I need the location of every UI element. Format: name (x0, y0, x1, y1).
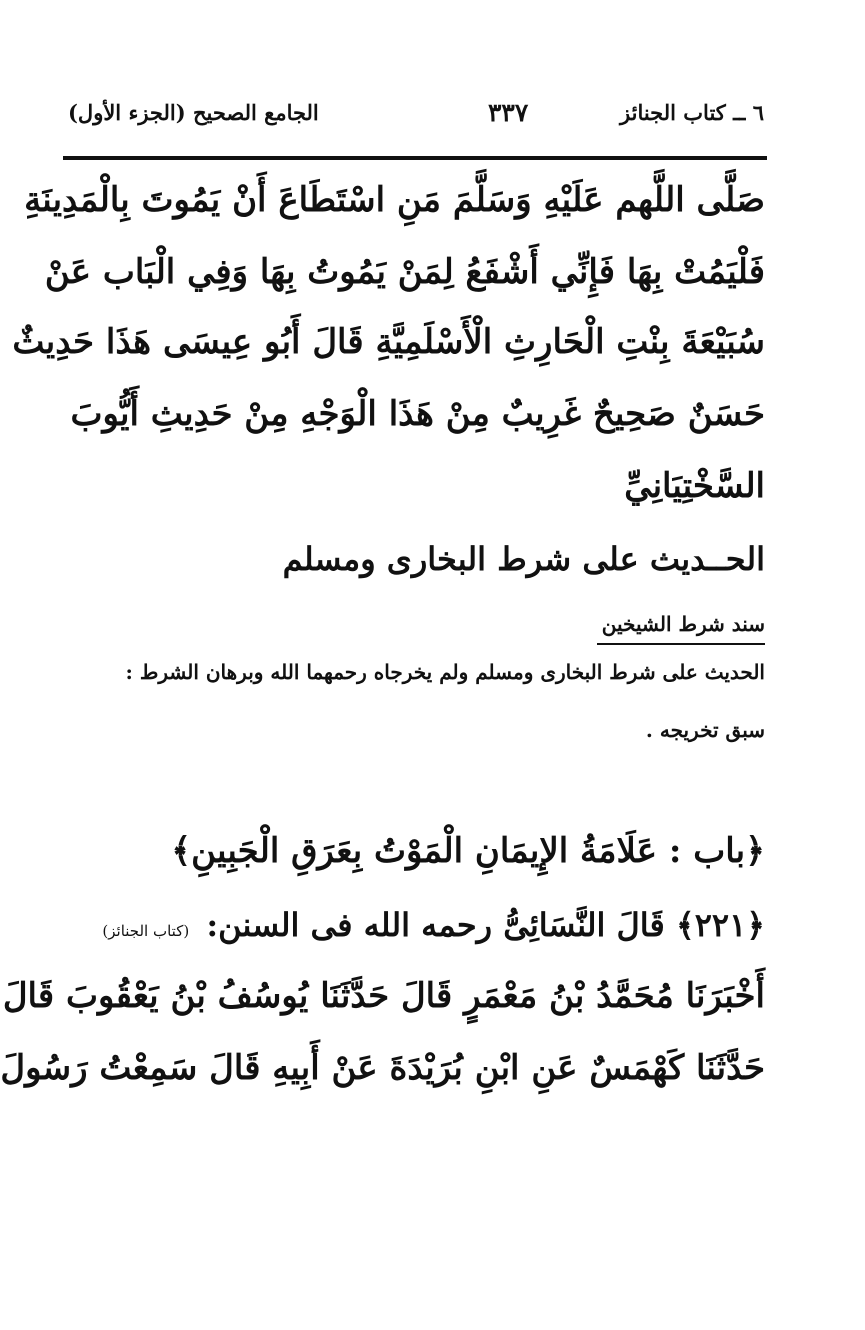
chapter-heading: ﴿باب : عَلَامَةُ الإِيمَانِ الْمَوْتُ بِعَرَقِ الْجَبِينِ﴾ (171, 831, 765, 871)
hadith-heading (102, 906, 765, 944)
hadith-line-2: حَدَّثَنَا كَهْمَسٌ عَنِ ابْنِ بُرَيْدَةَ عَنْ أَبِيهِ قَالَ سَمِعْتُ رَسُولَ (0, 1048, 765, 1088)
hadith-number-and-narrator: ﴿٢٢١﴾ قَالَ النَّسَائِىُّ رحمه الله فى السنن: (206, 906, 765, 944)
text-line-1: صَلَّى اللَّهم عَلَيْهِ وَسَلَّمَ مَنِ اسْتَطَاعَ أَنْ يَمُوتَ بِالْمَدِينَةِ (24, 180, 765, 220)
commentary-heading-underline (597, 643, 765, 645)
book-title: الجامع الصحيح (الجزء الأول) (68, 100, 319, 125)
commentary-heading: سند شرط الشيخين (601, 612, 765, 636)
commentary-line-1: الحديث على شرط البخارى ومسلم ولم يخرجاه رحمهما الله وبرهان الشرط : (125, 660, 765, 684)
text-line-3: سُبَيْعَةَ بِنْتِ الْحَارِثِ الْأَسْلَمِيَّةِ قَالَ أَبُو عِيسَى هَذَا حَدِيثٌ (12, 322, 765, 362)
text-line-5: السَّخْتِيَانِيِّ (624, 466, 765, 506)
page-header (68, 100, 764, 140)
commentary-line-2: سبق تخريجه . (645, 718, 765, 742)
header-divider (63, 156, 767, 160)
text-line-4: حَسَنٌ صَحِيحٌ غَرِيبٌ مِنْ هَذَا الْوَجْهِ مِنْ حَدِيثِ أَيُّوبَ (70, 394, 765, 434)
chapter-title: ٦ ــ كتاب الجنائز (620, 100, 764, 125)
grading-statement: الحــديث على شرط البخارى ومسلم (282, 540, 765, 578)
hadith-source: (كتاب الجنائز) (102, 922, 190, 940)
text-line-2: فَلْيَمُتْ بِهَا فَإِنِّي أَشْفَعُ لِمَنْ يَمُوتُ بِهَا وَفِي الْبَاب عَنْ (44, 252, 765, 292)
page-number: ٣٣٧ (488, 98, 529, 127)
hadith-line-1: أَخْبَرَنَا مُحَمَّدُ بْنُ مَعْمَرٍ قَالَ حَدَّثَنَا يُوسُفُ بْنُ يَعْقُوبَ قَالَ (2, 976, 765, 1016)
